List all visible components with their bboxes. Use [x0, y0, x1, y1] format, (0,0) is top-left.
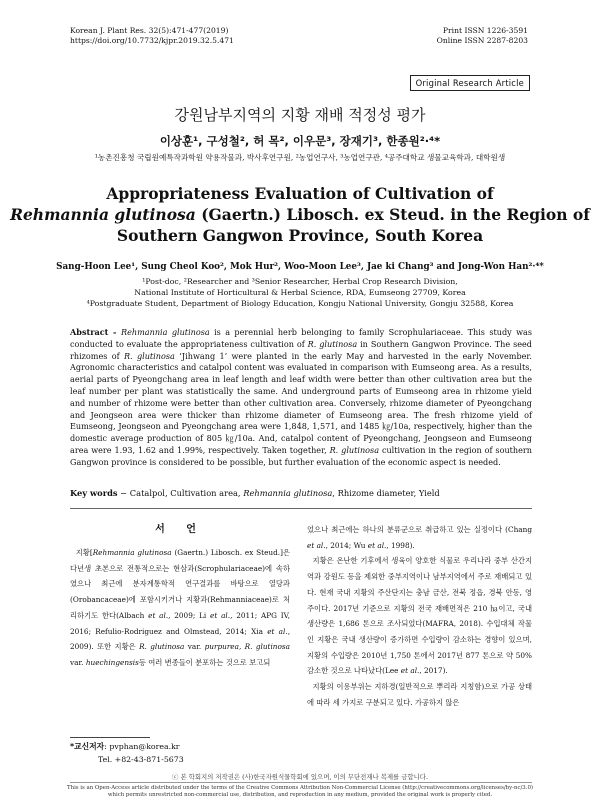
keywords-text-1: − Catalpol, Cultivation area, [117, 488, 244, 498]
abstract-text-4: cultivation in the region of southern Gangwon province is considered to be possible, but further evaluation of the economic aspect is needed. [70, 444, 532, 467]
article-type-badge: Original Research Article [410, 75, 530, 91]
keywords [70, 488, 440, 498]
korean-affiliations: ¹농촌진흥청 국립원예특작과학원 약용작물과, 박사후연구원, ²농업연구사, ³농업연구관, ⁴공주대학교 생물교육학과, 대학원생 [94, 153, 506, 162]
journal-citation [70, 26, 234, 46]
species-name: Rehmannia glutinosa [10, 205, 196, 224]
issn-print: Print ISSN 1226-3591 [442, 26, 528, 35]
left-column [70, 520, 290, 671]
intro-heading: 서 언 [155, 524, 205, 535]
abstract-label: Abstract - [70, 327, 122, 337]
english-affiliations [0, 277, 600, 309]
right-column [307, 522, 532, 710]
english-title-line3: Southern Gangwon Province, South Korea [116, 226, 484, 245]
license-line1: This is an Open-Access article distributed under the terms of the Creative Commons Attribution Non-Commercial License (http://creativecommons.org/licenses/by-nc/3.0) [67, 785, 533, 791]
intro-paragraph-1: 지황[Rehmannia glutinosa (Gaertn.) Libosch. ex Steud.]은 다년생 초본으로 전통적으로는 현삼과(Scrophulariaceae)에 속하였으나 최근에 분자계통학적 연구결과를 바탕으로 열당과(Orobancaceae)에 포함시키거나 지황과(Rehmanniaceae)로 처리하기도 한다(Albach et al., 2009; Li et al., 2011; APG IV, 2016; Refulio-Rodriguez and Olmstead, 2014; Xia et al., 2009). 또한 지황은 R. glutinosa var. purpurea, R. glutinosa var. huechingensis등 여러 변종들이 분포하는 것으로 보고되 [70, 548, 291, 667]
issn-online: Online ISSN 2287-8203 [436, 36, 528, 45]
license-line2: which permits unrestricted non-commercial use, distribution, and reproduction in any medium, provided the original work is properly cited. [107, 792, 493, 798]
abstract-text-3: ‘Jihwang 1’ were planted in the early May and harvested in the early November. Agronomic characteristics and catalpol content was evaluated in comparison with Eumseong area. As a results, aerial parts of Pyeongchang area in leaf length and leaf width were better than other cultivation area but the leaf number per plant was statistically the same. And underground parts of Eumseong area in rhizome yield and number of rhizome were better than other cultivation area. Conversely, rhizome diameter of Pyeongchang and Jeongseon area were thicker than rhizome diameter of Eumseong area. The fresh rhizome yield of Eumseong, Jeongseon and Pyeongchang area were 1,848, 1,571, and 1485 ㎏/10a, respectively, higher than the domestic average production of 805 ㎏/10a. And, catalpol content of Pyeongchang, Jeongseon and Eumseong area were 1.93, 1.62 and 1.99%, respectively. Taken together, [70, 350, 532, 455]
english-authors: Sang-Hoon Lee¹, Sung Cheol Koo², Mok Hur², Woo-Moon Lee³, Jae ki Chang³ and Jong-Won Han²·⁴* [56, 262, 544, 272]
title-line2-rest: (Gaertn.) Libosch. ex Steud. in the Region of [195, 205, 590, 224]
copyright-notice: ⓒ 본 학회지의 저작권은 (사)한국자원식물학회에 있으며, 이의 무단전재나 복제를 금합니다. [172, 773, 428, 781]
abstract-species-short: R. glutinosa [307, 338, 358, 349]
intro-paragraph-1-cont: 었으나 최근에는 하나의 분류군으로 취급하고 있는 실정이다 (Chang et al., 2014; Wu et al., 1998). [307, 525, 532, 550]
keywords-text-2: , Rhizome diameter, Yield [332, 488, 440, 498]
correspondence-email[interactable]: : pvphan@korea.kr [104, 742, 180, 751]
footer-rule [70, 782, 532, 783]
english-title [0, 183, 600, 246]
correspondence-note [70, 741, 184, 766]
keywords-species: Rehmannia glutinosa [243, 488, 333, 498]
intro-paragraph-2: 지황은 온난한 기후에서 생육이 양호한 식물로 우리나라 중부 산간지역과 강원도 등을 제외한 중부지역이나 남부지역에서 주로 재배되고 있다. 현재 국내 지황의 주산단지는 충남 금산, 전북 정읍, 경북 안동, 영주이다. 2017년 기준으로 지황의 전국 재배면적은 210 ㏊이고, 국내 생산량은 1,686 톤으로 조사되었다(MAFRA, 2018). 수입대체 작물인 지황은 국내 생산량이 증가하면 수입량이 감소하는 경향이 있으며, 지황의 수입량은 2010년 1,750 톤에서 2017년 877 톤으로 약 50% 감소한 것으로 나타났다(Lee et al., 2017). [307, 556, 533, 676]
affiliation-line3: ⁴Postgraduate Student, Department of Biology Education, Kongju National University, Gongju 32588, Korea [86, 298, 514, 308]
journal-name-line: Korean J. Plant Res. 32(5):471-477(2019) [70, 26, 229, 35]
abstract-species-short: R. glutinosa [329, 444, 380, 455]
abstract [70, 327, 532, 469]
korean-title: 강원남부지역의 지황 재배 적정성 평가 [174, 106, 426, 124]
section-divider [70, 508, 532, 509]
abstract-text-1: is a perennial herb belonging to family Scrophulariaceae. This study was conducted to evaluate the appropriateness cultivation of [70, 327, 532, 349]
english-title-line1: Appropriateness Evaluation of Cultivation of [106, 184, 494, 203]
english-title-line2 [0, 204, 600, 225]
affiliation-line2: National Institute of Horticultural & Herbal Science, RDA, Eumseong 27709, Korea [134, 287, 466, 297]
abstract-species: Rehmannia glutinosa [121, 327, 210, 337]
abstract-species-short: R. glutinosa [123, 350, 175, 361]
keywords-label: Key words [70, 488, 118, 498]
affiliation-line1: ¹Post-doc, ²Researcher and ³Senior Researcher, Herbal Crop Research Division, [142, 277, 458, 286]
intro-paragraph-3: 지황의 이용부위는 지하경(일반적으로 뿌리라 지칭함)으로 가공 상태에 따라 세 가지로 구분되고 있다. 가공하지 않은 [307, 682, 532, 707]
issn-block [437, 26, 528, 46]
doi-link[interactable]: https://doi.org/10.7732/kjpr.2019.32.5.471 [70, 36, 234, 45]
license-notice [40, 785, 560, 799]
footnote-rule [70, 737, 150, 738]
correspondence-label: *교신저자 [70, 742, 105, 751]
abstract-text-2: in Southern Gangwon Province. The seed rhizomes of [70, 338, 532, 361]
korean-authors: 이상훈¹, 구성철², 허 목², 이우문³, 장재기³, 한종원²·⁴* [159, 134, 441, 148]
correspondence-phone: Tel. +82-43-871-5673 [98, 754, 184, 764]
